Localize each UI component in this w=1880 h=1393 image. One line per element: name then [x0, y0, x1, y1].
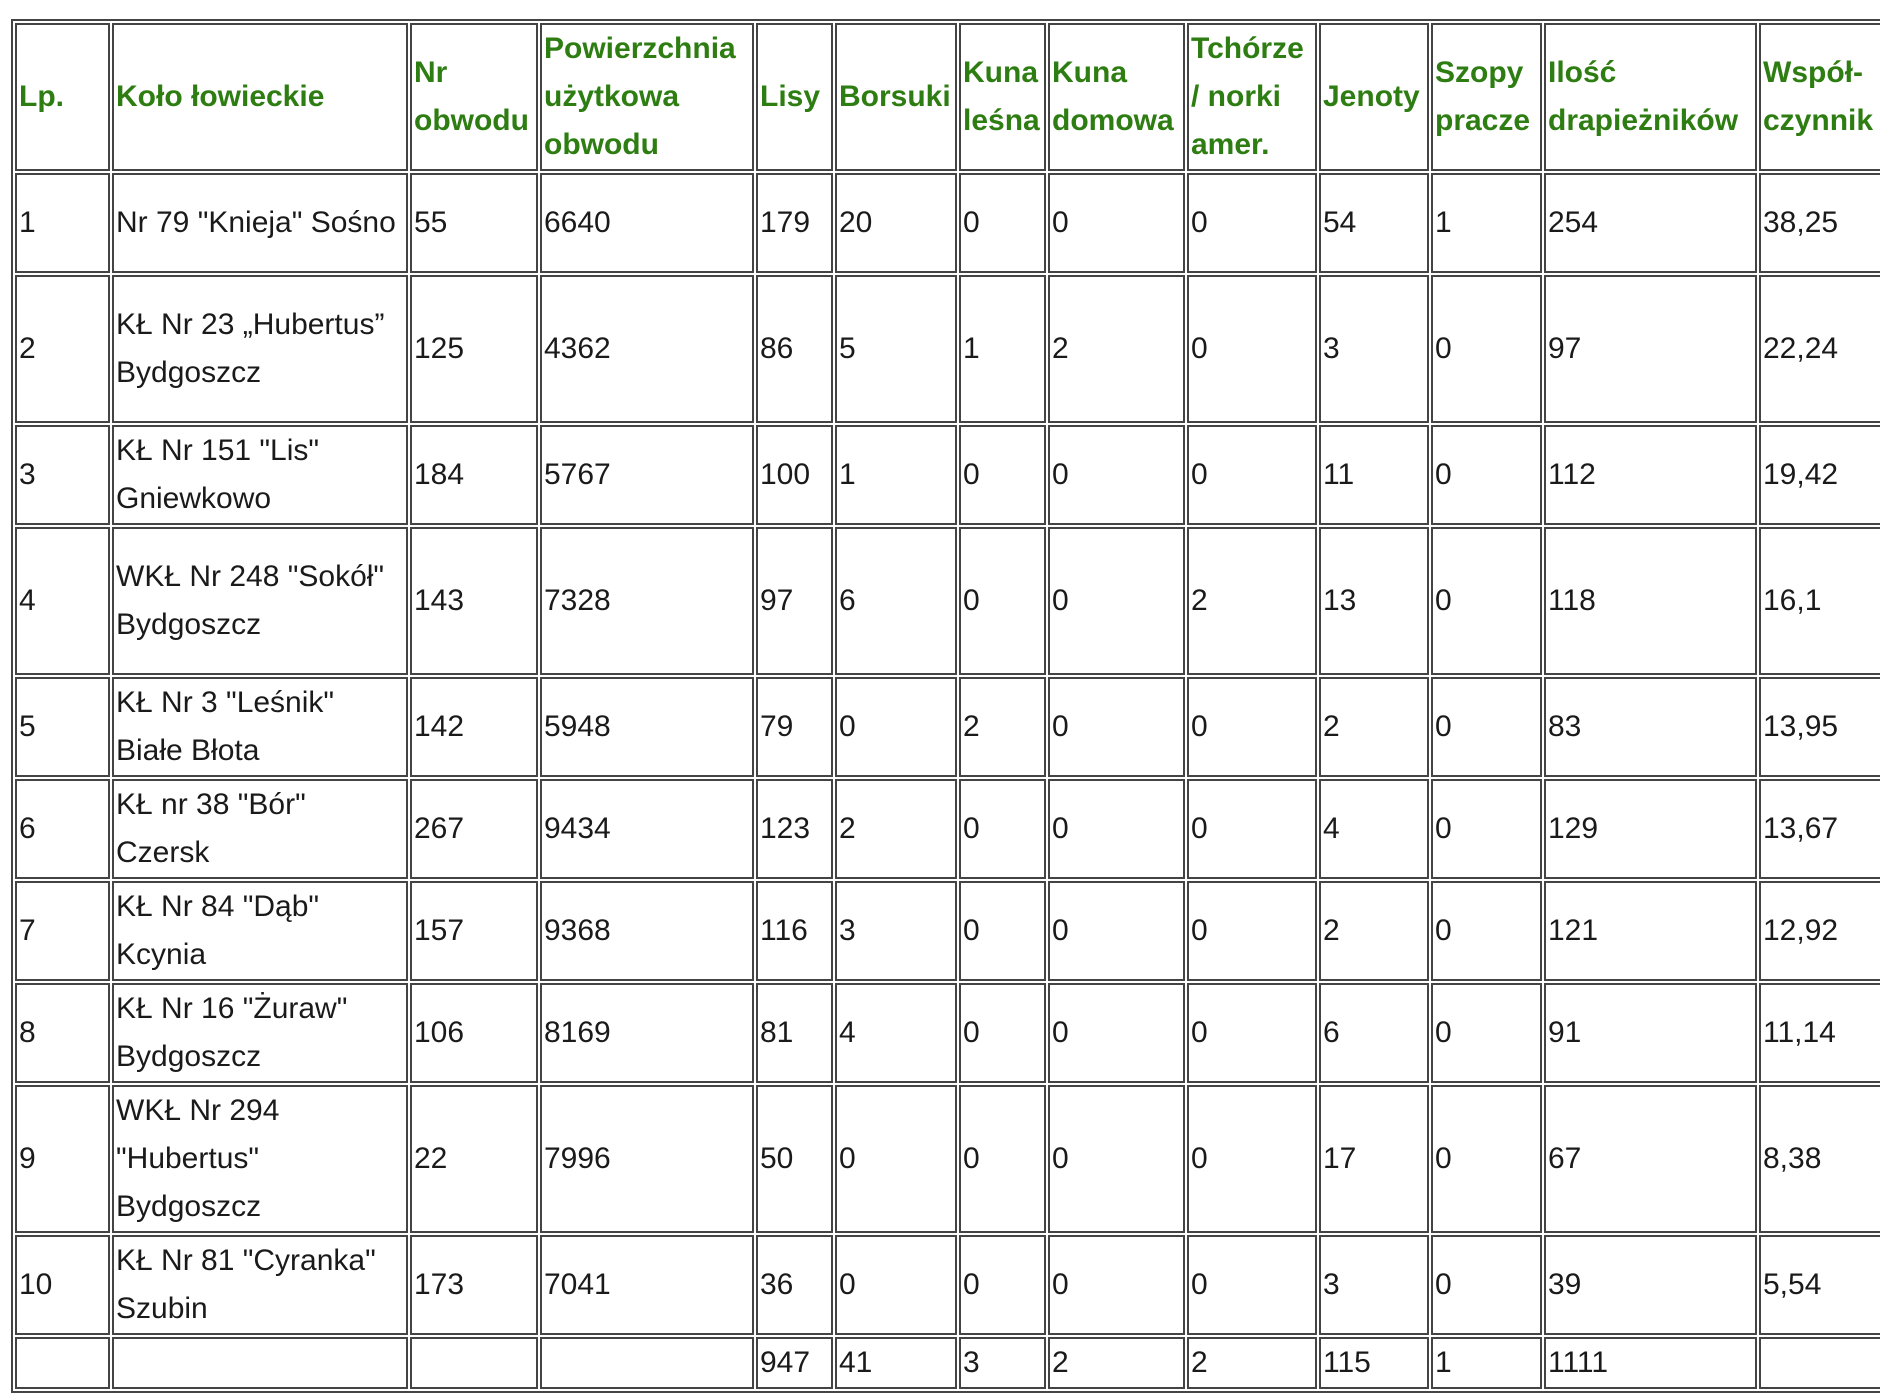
cell-borsuki: 2 [835, 779, 957, 879]
cell-ilosc: 254 [1544, 173, 1757, 273]
cell-tchorze: 0 [1187, 425, 1317, 525]
table-row [15, 425, 1880, 525]
cell-tchorze: 0 [1187, 677, 1317, 777]
cell-ilosc: 97 [1544, 275, 1757, 423]
cell-wspolczynnik: 13,67 [1759, 779, 1880, 879]
cell-nr-obwodu: 125 [410, 275, 538, 423]
cell-ilosc: 67 [1544, 1085, 1757, 1233]
cell-powierzchnia: 5767 [540, 425, 754, 525]
cell-kuna-lesna: 0 [959, 1235, 1046, 1335]
cell-ilosc: 121 [1544, 881, 1757, 981]
cell-kolo: KŁ Nr 23 „Hubertus” Bydgoszcz [112, 275, 408, 423]
cell-borsuki: 3 [835, 881, 957, 981]
cell-lisy: 79 [756, 677, 833, 777]
cell-kolo: KŁ Nr 3 "Leśnik" Białe Błota [112, 677, 408, 777]
cell-lisy: 97 [756, 527, 833, 675]
cell-kolo: KŁ nr 38 "Bór" Czersk [112, 779, 408, 879]
cell-kuna-domowa: 0 [1048, 1085, 1185, 1233]
cell-jenoty: 13 [1319, 527, 1429, 675]
total-lisy: 947 [756, 1337, 833, 1389]
total-jenoty: 115 [1319, 1337, 1429, 1389]
total-kolo [112, 1337, 408, 1389]
table-row [15, 527, 1880, 675]
cell-tchorze: 0 [1187, 779, 1317, 879]
table-row [15, 1235, 1880, 1335]
cell-wspolczynnik: 19,42 [1759, 425, 1880, 525]
cell-lp: 7 [15, 881, 110, 981]
table-row [15, 173, 1880, 273]
cell-wspolczynnik: 8,38 [1759, 1085, 1880, 1233]
table-row [15, 881, 1880, 981]
cell-borsuki: 1 [835, 425, 957, 525]
cell-kuna-lesna: 0 [959, 1085, 1046, 1233]
cell-kolo: KŁ Nr 151 "Lis" Gniewkowo [112, 425, 408, 525]
header-ilosc: Ilość drapieżników [1544, 23, 1757, 171]
total-borsuki: 41 [835, 1337, 957, 1389]
cell-jenoty: 4 [1319, 779, 1429, 879]
cell-nr-obwodu: 143 [410, 527, 538, 675]
cell-lp: 10 [15, 1235, 110, 1335]
cell-szopy: 0 [1431, 677, 1542, 777]
header-powierzchnia: Powierzchnia użytkowa obwodu [540, 23, 754, 171]
cell-tchorze: 0 [1187, 1235, 1317, 1335]
cell-tchorze: 0 [1187, 983, 1317, 1083]
total-powierzchnia [540, 1337, 754, 1389]
cell-kolo: Nr 79 "Knieja" Sośno [112, 173, 408, 273]
cell-lisy: 50 [756, 1085, 833, 1233]
cell-wspolczynnik: 5,54 [1759, 1235, 1880, 1335]
cell-tchorze: 2 [1187, 527, 1317, 675]
cell-szopy: 0 [1431, 425, 1542, 525]
cell-szopy: 0 [1431, 1085, 1542, 1233]
cell-lp: 4 [15, 527, 110, 675]
table-row [15, 779, 1880, 879]
predators-table [11, 19, 1880, 1393]
cell-kuna-domowa: 0 [1048, 677, 1185, 777]
header-wspolczynnik: Współ-czynnik [1759, 23, 1880, 171]
header-kuna-lesna: Kuna leśna [959, 23, 1046, 171]
cell-powierzchnia: 9368 [540, 881, 754, 981]
cell-lisy: 86 [756, 275, 833, 423]
cell-tchorze: 0 [1187, 275, 1317, 423]
cell-wspolczynnik: 22,24 [1759, 275, 1880, 423]
cell-kuna-lesna: 1 [959, 275, 1046, 423]
cell-wspolczynnik: 16,1 [1759, 527, 1880, 675]
table-row [15, 677, 1880, 777]
total-tchorze: 2 [1187, 1337, 1317, 1389]
header-kuna-domowa: Kuna domowa [1048, 23, 1185, 171]
header-lp: Lp. [15, 23, 110, 171]
cell-lisy: 100 [756, 425, 833, 525]
cell-kolo: KŁ Nr 84 "Dąb" Kcynia [112, 881, 408, 981]
cell-szopy: 0 [1431, 1235, 1542, 1335]
cell-lp: 1 [15, 173, 110, 273]
cell-powierzchnia: 7996 [540, 1085, 754, 1233]
cell-powierzchnia: 8169 [540, 983, 754, 1083]
cell-szopy: 0 [1431, 527, 1542, 675]
cell-kuna-lesna: 0 [959, 983, 1046, 1083]
cell-kolo: KŁ Nr 16 "Żuraw" Bydgoszcz [112, 983, 408, 1083]
cell-kuna-lesna: 0 [959, 425, 1046, 525]
cell-borsuki: 20 [835, 173, 957, 273]
cell-kuna-domowa: 0 [1048, 425, 1185, 525]
cell-ilosc: 112 [1544, 425, 1757, 525]
cell-jenoty: 11 [1319, 425, 1429, 525]
cell-jenoty: 2 [1319, 677, 1429, 777]
total-lp [15, 1337, 110, 1389]
cell-kuna-lesna: 0 [959, 779, 1046, 879]
cell-lisy: 36 [756, 1235, 833, 1335]
cell-szopy: 0 [1431, 881, 1542, 981]
cell-wspolczynnik: 12,92 [1759, 881, 1880, 981]
header-lisy: Lisy [756, 23, 833, 171]
cell-nr-obwodu: 267 [410, 779, 538, 879]
cell-tchorze: 0 [1187, 1085, 1317, 1233]
cell-szopy: 0 [1431, 983, 1542, 1083]
cell-ilosc: 91 [1544, 983, 1757, 1083]
cell-powierzchnia: 4362 [540, 275, 754, 423]
cell-kolo: KŁ Nr 81 "Cyranka" Szubin [112, 1235, 408, 1335]
cell-lp: 9 [15, 1085, 110, 1233]
cell-szopy: 1 [1431, 173, 1542, 273]
cell-powierzchnia: 7041 [540, 1235, 754, 1335]
cell-lisy: 81 [756, 983, 833, 1083]
cell-borsuki: 0 [835, 1085, 957, 1233]
cell-powierzchnia: 7328 [540, 527, 754, 675]
cell-ilosc: 129 [1544, 779, 1757, 879]
cell-kuna-domowa: 0 [1048, 173, 1185, 273]
cell-lp: 5 [15, 677, 110, 777]
cell-szopy: 0 [1431, 275, 1542, 423]
header-jenoty: Jenoty [1319, 23, 1429, 171]
table-row [15, 275, 1880, 423]
total-wspolczynnik [1759, 1337, 1880, 1389]
header-row [15, 23, 1880, 171]
cell-tchorze: 0 [1187, 881, 1317, 981]
total-nr-obwodu [410, 1337, 538, 1389]
cell-nr-obwodu: 106 [410, 983, 538, 1083]
cell-kuna-domowa: 0 [1048, 1235, 1185, 1335]
table-container [11, 19, 1880, 1393]
cell-jenoty: 3 [1319, 1235, 1429, 1335]
total-ilosc: 1111 [1544, 1337, 1757, 1389]
cell-kuna-domowa: 2 [1048, 275, 1185, 423]
cell-jenoty: 2 [1319, 881, 1429, 981]
cell-ilosc: 39 [1544, 1235, 1757, 1335]
cell-powierzchnia: 9434 [540, 779, 754, 879]
cell-wspolczynnik: 38,25 [1759, 173, 1880, 273]
cell-nr-obwodu: 157 [410, 881, 538, 981]
cell-kuna-lesna: 0 [959, 173, 1046, 273]
cell-lp: 3 [15, 425, 110, 525]
table-row [15, 983, 1880, 1083]
cell-lp: 6 [15, 779, 110, 879]
cell-lisy: 123 [756, 779, 833, 879]
cell-jenoty: 54 [1319, 173, 1429, 273]
cell-borsuki: 4 [835, 983, 957, 1083]
cell-borsuki: 0 [835, 1235, 957, 1335]
cell-lp: 8 [15, 983, 110, 1083]
cell-lisy: 116 [756, 881, 833, 981]
header-nr-obwodu: Nr obwodu [410, 23, 538, 171]
totals-row [15, 1337, 1880, 1389]
header-szopy: Szopy pracze [1431, 23, 1542, 171]
cell-ilosc: 118 [1544, 527, 1757, 675]
cell-tchorze: 0 [1187, 173, 1317, 273]
cell-kuna-lesna: 0 [959, 881, 1046, 981]
header-kolo: Koło łowieckie [112, 23, 408, 171]
header-tchorze: Tchórze / norki amer. [1187, 23, 1317, 171]
table-row [15, 1085, 1880, 1233]
cell-jenoty: 17 [1319, 1085, 1429, 1233]
cell-jenoty: 3 [1319, 275, 1429, 423]
cell-kuna-lesna: 2 [959, 677, 1046, 777]
cell-lisy: 179 [756, 173, 833, 273]
cell-kuna-domowa: 0 [1048, 527, 1185, 675]
cell-borsuki: 5 [835, 275, 957, 423]
cell-nr-obwodu: 55 [410, 173, 538, 273]
cell-jenoty: 6 [1319, 983, 1429, 1083]
total-kuna-domowa: 2 [1048, 1337, 1185, 1389]
cell-nr-obwodu: 142 [410, 677, 538, 777]
cell-wspolczynnik: 13,95 [1759, 677, 1880, 777]
cell-borsuki: 6 [835, 527, 957, 675]
cell-kolo: WKŁ Nr 294 "Hubertus" Bydgoszcz [112, 1085, 408, 1233]
cell-wspolczynnik: 11,14 [1759, 983, 1880, 1083]
cell-nr-obwodu: 173 [410, 1235, 538, 1335]
cell-kuna-domowa: 0 [1048, 983, 1185, 1083]
cell-powierzchnia: 6640 [540, 173, 754, 273]
total-szopy: 1 [1431, 1337, 1542, 1389]
cell-powierzchnia: 5948 [540, 677, 754, 777]
cell-nr-obwodu: 184 [410, 425, 538, 525]
cell-kolo: WKŁ Nr 248 "Sokół" Bydgoszcz [112, 527, 408, 675]
cell-kuna-lesna: 0 [959, 527, 1046, 675]
cell-nr-obwodu: 22 [410, 1085, 538, 1233]
header-borsuki: Borsuki [835, 23, 957, 171]
cell-lp: 2 [15, 275, 110, 423]
cell-borsuki: 0 [835, 677, 957, 777]
cell-kuna-domowa: 0 [1048, 881, 1185, 981]
cell-szopy: 0 [1431, 779, 1542, 879]
cell-ilosc: 83 [1544, 677, 1757, 777]
cell-kuna-domowa: 0 [1048, 779, 1185, 879]
total-kuna-lesna: 3 [959, 1337, 1046, 1389]
